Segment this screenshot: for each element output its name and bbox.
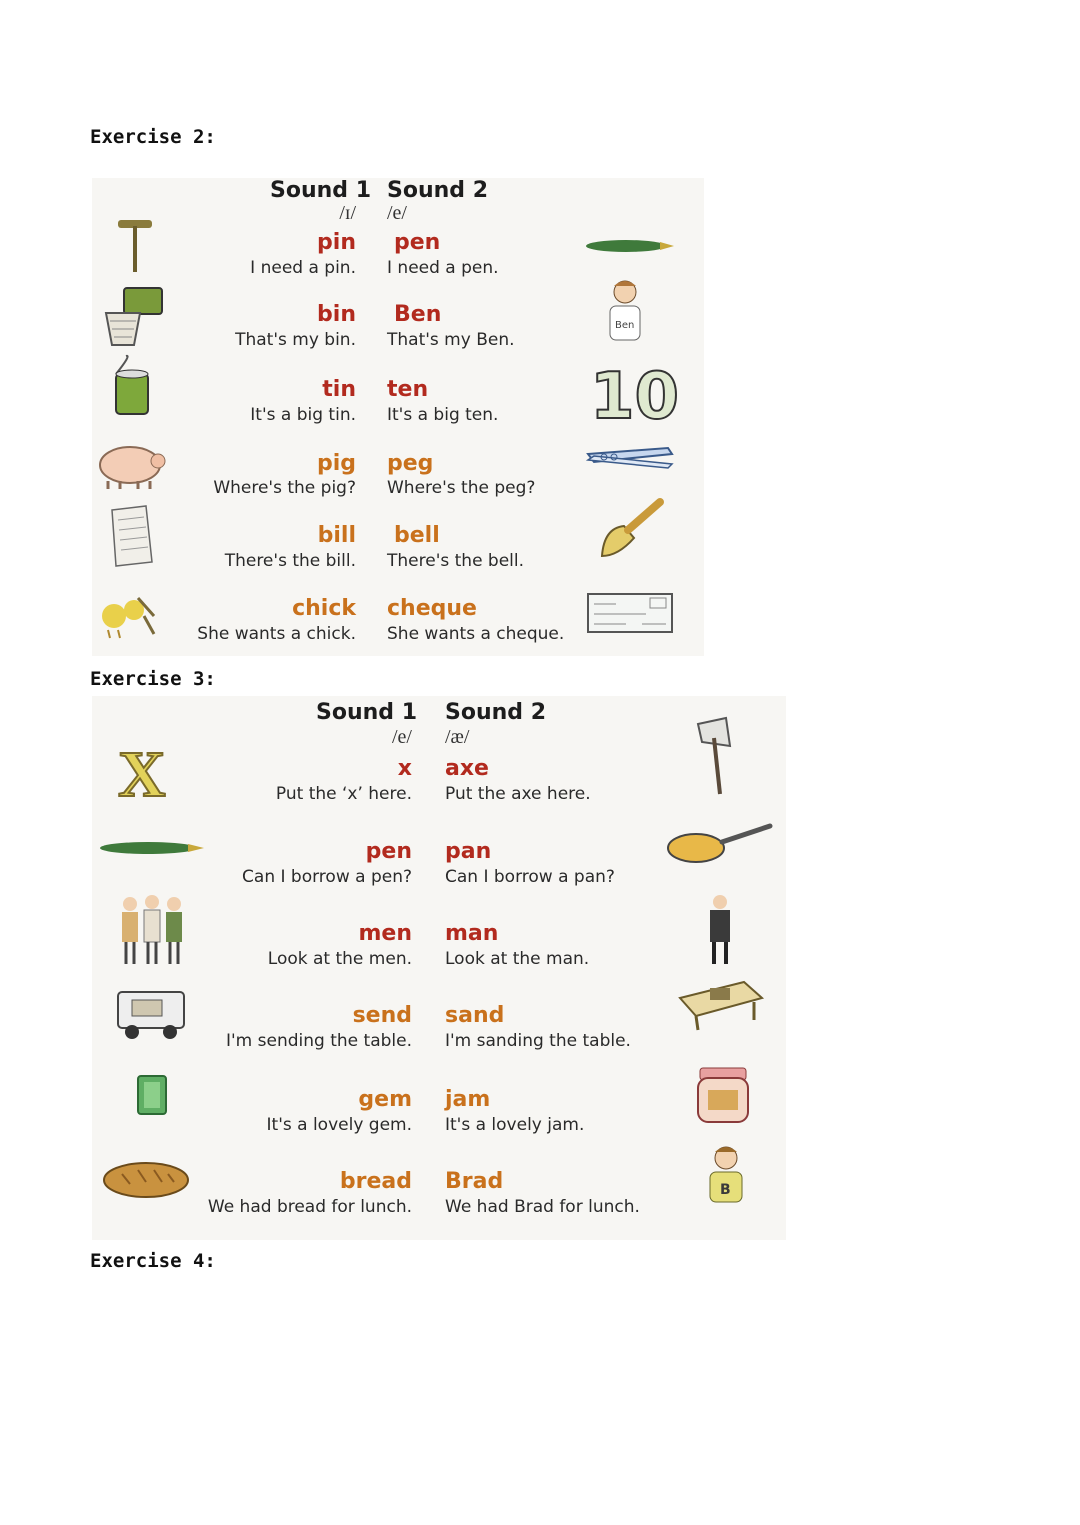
cheque-icon — [586, 590, 676, 636]
word-sound1: tin — [322, 377, 356, 402]
sentence-sound2: It's a lovely jam. — [445, 1115, 585, 1135]
sound-2-symbol: /æ/ — [445, 726, 470, 748]
word-sound2: ten — [387, 377, 429, 402]
sound-1-header: Sound 1 — [270, 178, 371, 203]
word-sound1: men — [358, 921, 412, 946]
word-sound1: pen — [365, 839, 412, 864]
sentence-sound2: It's a big ten. — [387, 405, 499, 425]
jam-jar-icon — [692, 1064, 754, 1126]
sound-2-symbol: /e/ — [387, 202, 407, 224]
sentence-sound1: Can I borrow a pen? — [242, 867, 412, 887]
exercise-2-panel — [92, 178, 704, 656]
word-sound1: pin — [317, 230, 356, 255]
clothes-peg-icon — [584, 444, 674, 474]
word-sound1: pig — [316, 451, 356, 476]
bill-icon — [106, 504, 158, 569]
table-sanding-icon — [676, 976, 766, 1032]
pen-icon — [584, 234, 676, 258]
sound-1-symbol: /e/ — [392, 726, 412, 748]
sentence-sound2: She wants a cheque. — [387, 624, 565, 644]
pin-icon — [110, 216, 160, 276]
sentence-sound2: I'm sanding the table. — [445, 1031, 631, 1051]
sound-1-header: Sound 1 — [316, 700, 417, 725]
sentence-sound1: That's my bin. — [235, 330, 356, 350]
frying-pan-icon — [666, 820, 776, 868]
word-sound1: gem — [358, 1087, 412, 1112]
exercise-4-heading: Exercise 4: — [90, 1250, 216, 1272]
word-sound1: bin — [317, 302, 356, 327]
sentence-sound2: Look at the man. — [445, 949, 590, 969]
boy-brad-icon — [702, 1144, 752, 1208]
sentence-sound1: I need a pin. — [250, 258, 356, 278]
sentence-sound1: There's the bill. — [224, 551, 356, 571]
svg-text:Ben: Ben — [615, 320, 635, 331]
word-sound2: axe — [445, 756, 489, 781]
tin-can-icon — [106, 354, 156, 419]
pen-icon — [98, 836, 206, 860]
word-sound2: peg — [387, 451, 434, 476]
word-sound1: chick — [292, 596, 356, 621]
letter-x-icon — [114, 738, 184, 811]
sound-2-header: Sound 2 — [387, 178, 488, 203]
bread-icon — [102, 1158, 190, 1200]
sentence-sound1: Where's the pig? — [213, 478, 356, 498]
word-sound1: x — [397, 756, 412, 781]
word-sound2: man — [445, 921, 499, 946]
sentence-sound2: Can I borrow a pan? — [445, 867, 615, 887]
sentence-sound2: There's the bell. — [387, 551, 525, 571]
sentence-sound1: I'm sending the table. — [226, 1031, 412, 1051]
gem-icon — [132, 1070, 174, 1122]
boy-ben-icon — [600, 278, 650, 348]
bell-icon — [594, 498, 669, 568]
sentence-sound2: That's my Ben. — [387, 330, 515, 350]
svg-text:10: 10 — [590, 360, 680, 434]
sentence-sound2: Where's the peg? — [387, 478, 536, 498]
axe-icon — [688, 716, 740, 798]
sentence-sound1: Look at the men. — [267, 949, 412, 969]
sentence-sound2: We had Brad for lunch. — [445, 1197, 640, 1217]
bin-icon — [98, 283, 168, 348]
sentence-sound1: We had bread for lunch. — [207, 1197, 412, 1217]
word-sound2: Ben — [394, 302, 442, 327]
sentence-sound2: Put the axe here. — [445, 784, 591, 804]
word-sound2: pan — [445, 839, 492, 864]
word-sound1: bill — [317, 523, 356, 548]
sentence-sound1: Put the ‘x’ here. — [275, 784, 412, 804]
word-sound1: send — [352, 1003, 412, 1028]
chicks-icon — [98, 586, 160, 641]
sentence-sound2: I need a pen. — [387, 258, 499, 278]
number-ten-icon — [588, 358, 680, 434]
delivery-van-icon — [114, 986, 190, 1044]
exercise-3-panel — [92, 696, 786, 1240]
word-sound2: pen — [394, 230, 441, 255]
word-sound2: Brad — [445, 1169, 504, 1194]
sentence-sound1: It's a lovely gem. — [266, 1115, 412, 1135]
word-sound1: bread — [339, 1169, 412, 1194]
sound-2-header: Sound 2 — [445, 700, 546, 725]
exercise-3-heading: Exercise 3: — [90, 668, 216, 690]
svg-text:B: B — [720, 1182, 731, 1198]
word-sound2: jam — [445, 1087, 491, 1112]
exercise-2-heading: Exercise 2: — [90, 126, 216, 148]
word-sound2: bell — [394, 523, 440, 548]
pig-icon — [94, 433, 172, 493]
svg-text:X: X — [118, 738, 166, 811]
word-sound2: sand — [445, 1003, 505, 1028]
man-icon — [700, 892, 740, 968]
sentence-sound1: It's a big tin. — [250, 405, 356, 425]
word-sound2: cheque — [387, 596, 477, 621]
sound-1-symbol: /ɪ/ — [339, 202, 356, 224]
sentence-sound1: She wants a chick. — [197, 624, 356, 644]
men-icon — [116, 892, 188, 970]
